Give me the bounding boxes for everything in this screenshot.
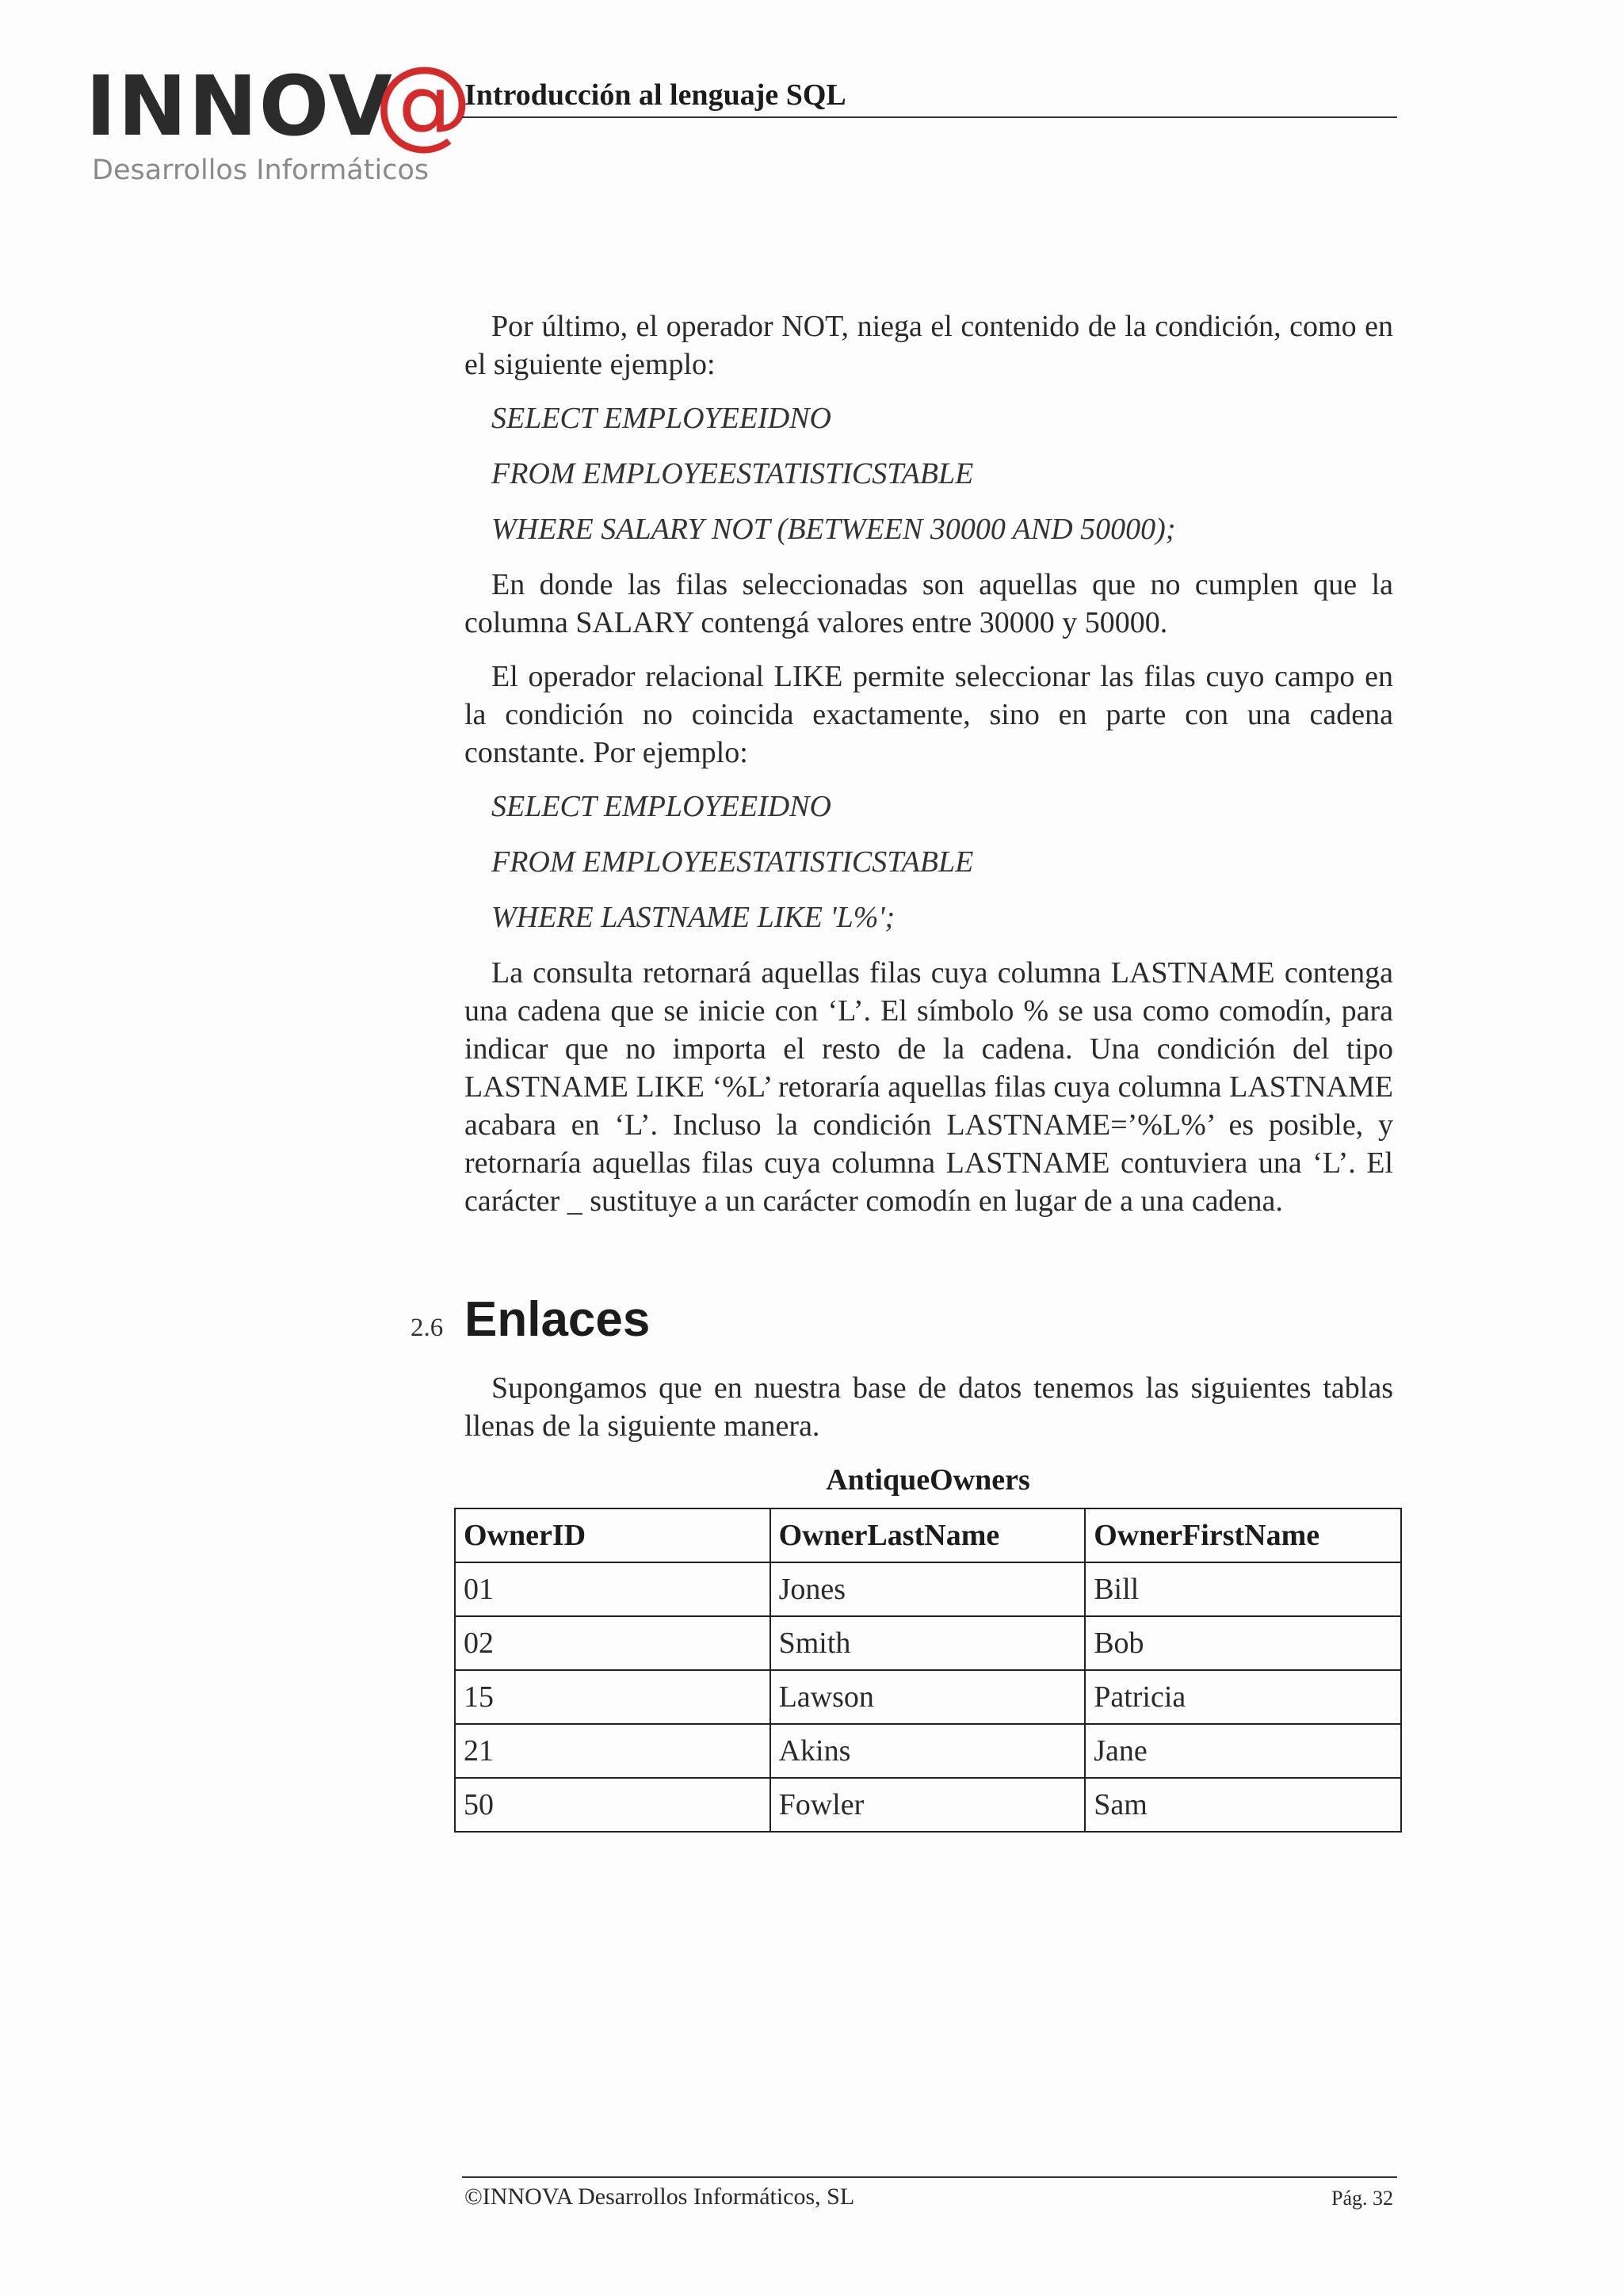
column-header: OwnerID bbox=[455, 1508, 770, 1562]
table-cell: Akins bbox=[770, 1724, 1086, 1778]
table-cell: 21 bbox=[455, 1724, 770, 1778]
table-cell: Lawson bbox=[770, 1670, 1086, 1724]
table-cell: Jones bbox=[770, 1562, 1086, 1616]
table-cell: 01 bbox=[455, 1562, 770, 1616]
table-cell: 50 bbox=[455, 1778, 770, 1832]
table-cell: Fowler bbox=[770, 1778, 1086, 1832]
table-title: AntiqueOwners bbox=[826, 1463, 1030, 1497]
paragraph-joins-intro: Supongamos que en nuestra base de datos tenemos las siguientes tablas llenas de la siguiente manera. bbox=[464, 1371, 1393, 1443]
code-line: WHERE SALARY NOT (BETWEEN 30000 AND 50000); bbox=[491, 513, 1176, 546]
main-content bbox=[464, 307, 1393, 1236]
table-cell: Bill bbox=[1085, 1562, 1401, 1616]
footer-divider bbox=[462, 2176, 1397, 2178]
table-row bbox=[455, 1616, 1401, 1670]
table-cell: 02 bbox=[455, 1616, 770, 1670]
section-number: 2.6 bbox=[411, 1314, 444, 1342]
logo-wordmark: INNOV bbox=[86, 58, 394, 154]
code-line: SELECT EMPLOYEEIDNO bbox=[491, 402, 831, 435]
table-cell: Bob bbox=[1085, 1616, 1401, 1670]
table-header-row bbox=[455, 1508, 1401, 1562]
column-header: OwnerLastName bbox=[770, 1508, 1086, 1562]
table-cell: Jane bbox=[1085, 1724, 1401, 1778]
table-row bbox=[455, 1670, 1401, 1724]
paragraph-not-explanation: En donde las filas seleccionadas son aquellas que no cumplen que la columna SALARY contengá valores entre 30000 y 50000. bbox=[464, 568, 1393, 639]
header-divider bbox=[462, 116, 1397, 118]
paragraph-not-operator: Por último, el operador NOT, niega el contenido de la condición, como en el siguiente ejemplo: bbox=[464, 310, 1393, 381]
table-row bbox=[455, 1562, 1401, 1616]
column-header: OwnerFirstName bbox=[1085, 1508, 1401, 1562]
logo-subtitle: Desarrollos Informáticos bbox=[92, 154, 430, 186]
section-title: Enlaces bbox=[464, 1292, 651, 1347]
antique-owners-table bbox=[454, 1508, 1402, 1833]
section-content bbox=[464, 1369, 1393, 1461]
paragraph-like-operator: El operador relacional LIKE permite seleccionar las filas cuyo campo en la condición no coincida exactamente, sino en parte con una cadena constante. Por ejemplo: bbox=[464, 660, 1393, 769]
page-number: Pág. 32 bbox=[1331, 2187, 1393, 2210]
section-heading bbox=[411, 1291, 650, 1348]
paragraph-like-explanation: La consulta retornará aquellas filas cuya columna LASTNAME contenga una cadena que se inicie con ‘L’. El símbolo % se usa como comodín, para indicar que no importa el resto de la cadena. Una condición del tipo LASTNAME LIKE ‘%L’ retoraría aquellas filas cuya columna LASTNAME acabara en ‘L’. Incluso la condición LASTNAME=’%L%’ es posible, y retornaría aquellas filas cuya columna LASTNAME contuviera una ‘L’. El carácter _ sustituye a un carácter comodín en lugar de a una cadena. bbox=[464, 956, 1393, 1218]
table-cell: Patricia bbox=[1085, 1670, 1401, 1724]
code-line: WHERE LASTNAME LIKE 'L%'; bbox=[491, 901, 896, 934]
page-header-title: Introducción al lenguaje SQL bbox=[464, 78, 846, 112]
table-row bbox=[455, 1778, 1401, 1832]
table-row bbox=[455, 1724, 1401, 1778]
table-cell: Smith bbox=[770, 1616, 1086, 1670]
table-cell: Sam bbox=[1085, 1778, 1401, 1832]
table-cell: 15 bbox=[455, 1670, 770, 1724]
footer-copyright: ©INNOVA Desarrollos Informáticos, SL bbox=[464, 2183, 855, 2210]
company-logo bbox=[86, 46, 472, 200]
code-line: SELECT EMPLOYEEIDNO bbox=[491, 790, 831, 823]
code-line: FROM EMPLOYEESTATISTICSTABLE bbox=[491, 457, 974, 490]
logo-at-symbol: @ bbox=[374, 46, 472, 160]
code-line: FROM EMPLOYEESTATISTICSTABLE bbox=[491, 845, 974, 879]
